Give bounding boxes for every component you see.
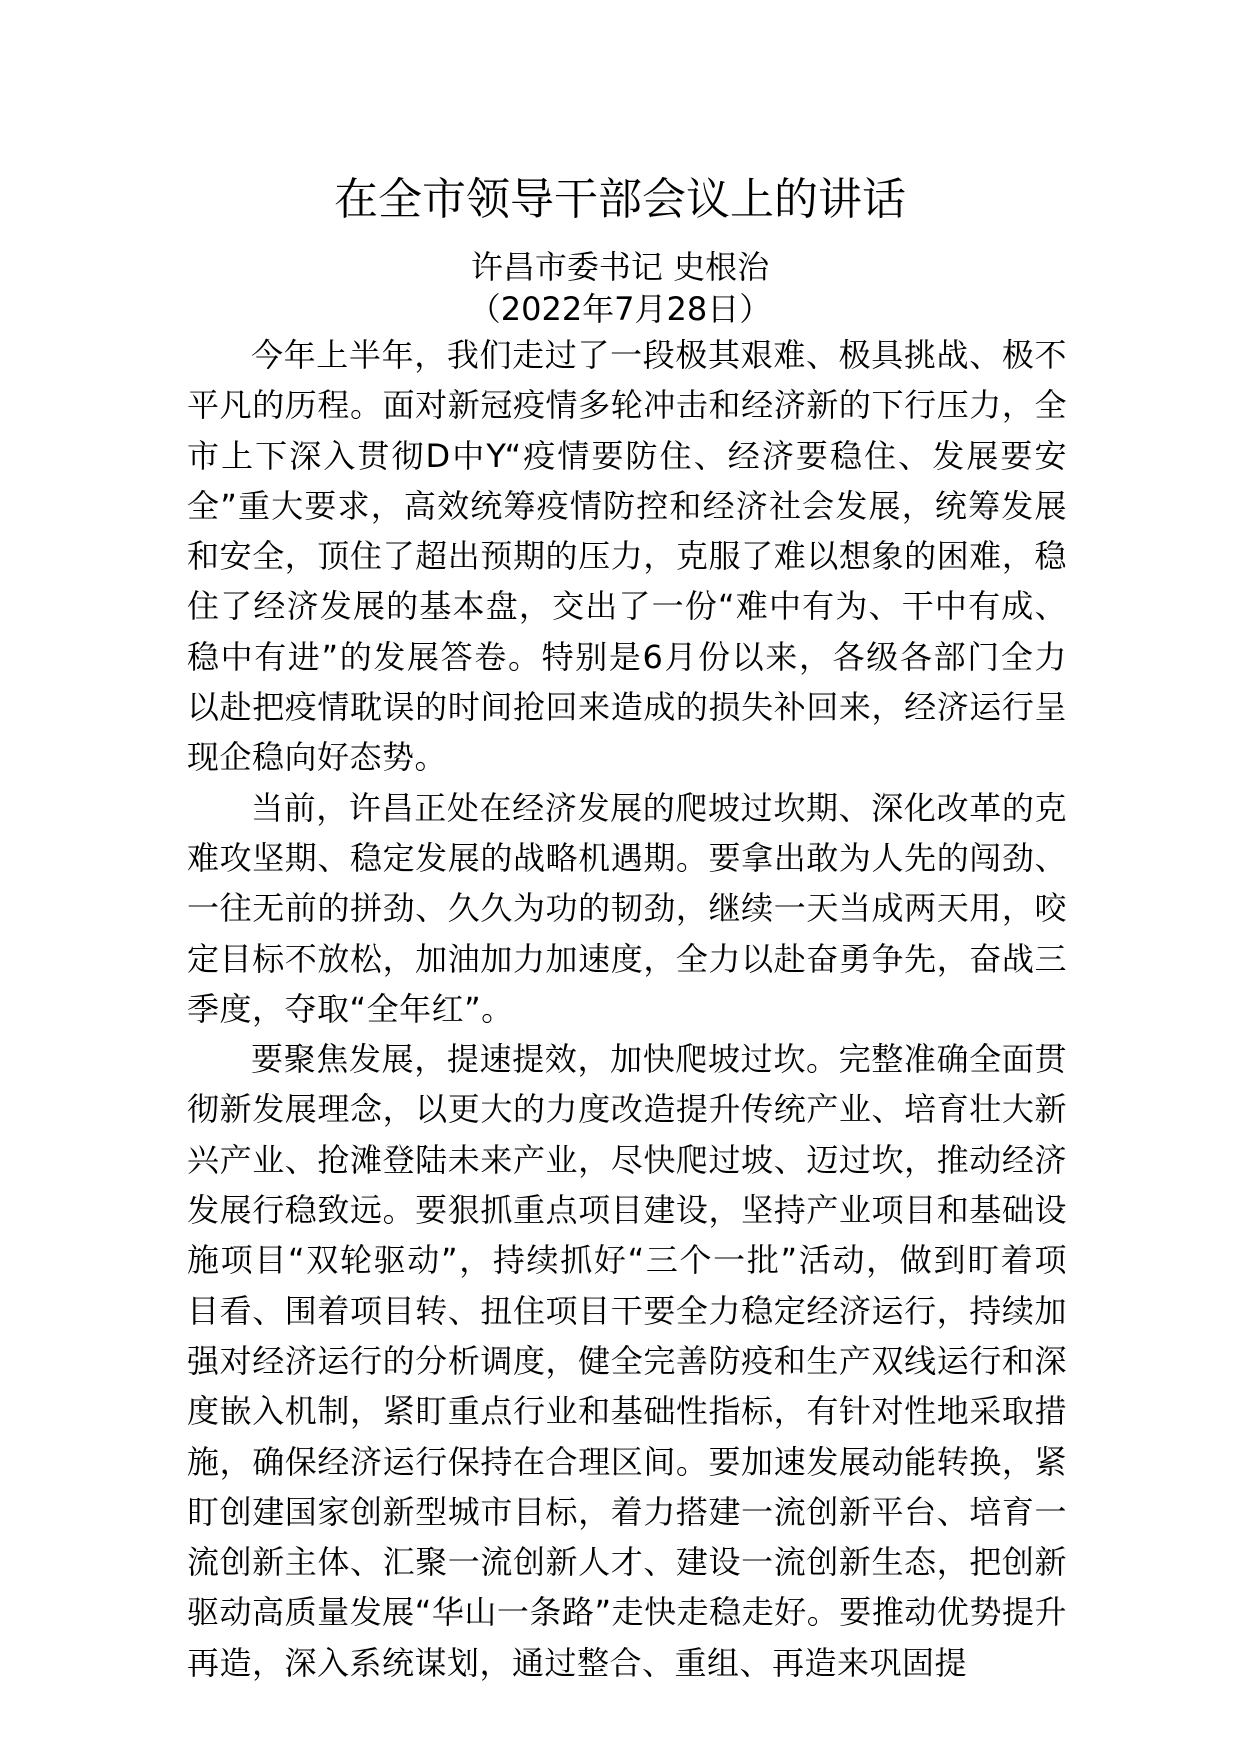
paragraph: 要聚焦发展，提速提效，加快爬坡过坎。完整准确全面贯彻新发展理念，以更大的力度改造提升传统产业、培育壮大新兴产业、抢滩登陆未来产业，尽快爬过坡、迈过坎，推动经济发展行稳致远。要狠抓重点项目建设，坚持产业项目和基础设施项目“双轮驱动”，持续抓好“三个一批”活动，做到盯着项目看、围着项目转、扭住项目干要全力稳定经济运行，持续加强对经济运行的分析调度，健全完善防疫和生产双线运行和深度嵌入机制，紧盯重点行业和基础性指标，有针对性地采取措施，确保经济运行保持在合理区间。要加速发展动能转换，紧盯创建国家创新型城市目标，着力搭建一流创新平台、培育一流创新主体、汇聚一流创新人才、建设一流创新生态，把创新驱动高质量发展“华山一条路”走快走稳走好。要推动优势提升再造，深入系统谋划，通过整合、重组、再造来巩固提 (187, 1040, 1067, 1682)
document-author: 许昌市委书记 史根治 (470, 248, 770, 286)
paragraph: 今年上半年，我们走过了一段极其艰难、极具挑战、极不平凡的历程。面对新冠疫情多轮冲击和经济新的下行压力，全市上下深入贯彻D中Y“疫情要防住、经济要稳住、发展要安全”重大要求，高效统筹疫情防控和经济社会发展，统筹发展和安全，顶住了超出预期的压力，克服了难以想象的困难，稳住了经济发展的基本盘，交出了一份“难中有为、干中有成、稳中有进”的发展答卷。特别是6月份以来，各级各部门全力以赴把疫情耽误的时间抢回来造成的损失补回来，经济运行呈现企稳向好态势。 (187, 336, 1067, 777)
document-body (187, 330, 1067, 1688)
document-date: （2022年7月28日） (468, 290, 772, 328)
document-title: 在全市领导干部会议上的讲话 (334, 174, 906, 225)
paragraph: 当前，许昌正处在经济发展的爬坡过坎期、深化改革的克难攻坚期、稳定发展的战略机遇期。要拿出敢为人先的闯劲、一往无前的拼劲、久久为功的韧劲，继续一天当成两天用，咬定目标不放松，加油加力加速度，全力以赴奋勇争先，奋战三季度，夺取“全年红”。 (187, 788, 1067, 1028)
